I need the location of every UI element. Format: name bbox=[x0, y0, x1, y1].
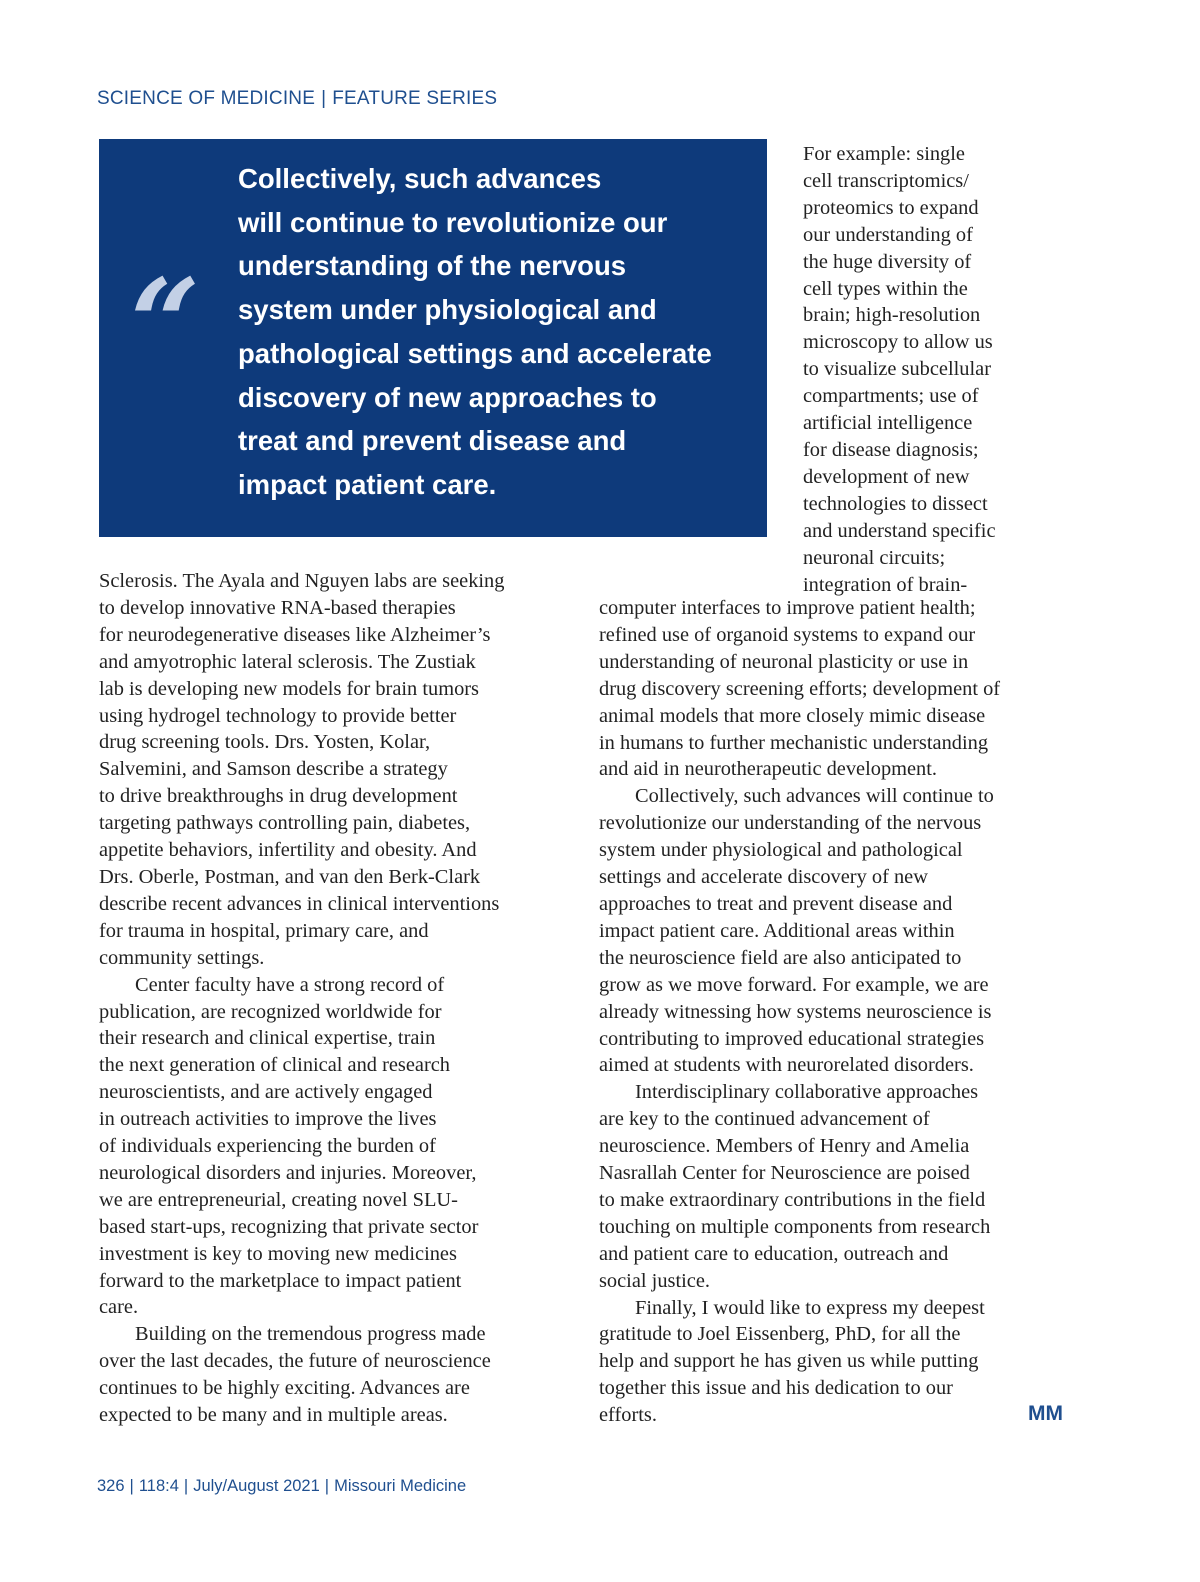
text-line: our understanding of bbox=[803, 223, 973, 246]
text-line: grow as we move forward. For example, we are bbox=[599, 973, 989, 996]
text-line: gratitude to Joel Eissenberg, PhD, for all the bbox=[599, 1323, 961, 1346]
text-line: settings and accelerate discovery of new bbox=[599, 866, 928, 889]
text-line: contributing to improved educational strategies bbox=[599, 1027, 985, 1050]
text-line: cell transcriptomics/ bbox=[803, 169, 969, 192]
text-line: Drs. Oberle, Postman, and van den Berk-Clark bbox=[99, 865, 481, 888]
pullquote-line: treat and prevent disease and bbox=[238, 425, 627, 457]
text-line: in outreach activities to improve the lives bbox=[99, 1108, 437, 1131]
text-line: to develop innovative RNA-based therapies bbox=[99, 596, 456, 619]
text-line: describe recent advances in clinical interventions bbox=[99, 892, 500, 915]
text-line: together this issue and his dedication to our bbox=[599, 1377, 953, 1400]
text-line: already witnessing how systems neuroscience is bbox=[599, 1000, 992, 1023]
text-line: drug discovery screening efforts; development of bbox=[599, 677, 1001, 700]
text-line: impact patient care. Additional areas within bbox=[599, 919, 955, 942]
text-line: development of new bbox=[803, 465, 970, 488]
quote-mark-icon: “ bbox=[130, 251, 201, 395]
footer-separator: | bbox=[183, 1477, 189, 1495]
text-line: touching on multiple components from research bbox=[599, 1215, 991, 1238]
section-header bbox=[97, 88, 497, 110]
text-line: For example: single bbox=[803, 143, 965, 165]
text-line: revolutionize our understanding of the nervous bbox=[599, 812, 982, 835]
text-line: technologies to dissect bbox=[803, 492, 988, 515]
page-footer bbox=[97, 1477, 466, 1496]
text-line: forward to the marketplace to impact patient bbox=[99, 1269, 462, 1292]
text-line: publication, are recognized worldwide for bbox=[99, 1000, 442, 1023]
text-line: to make extraordinary contributions in the field bbox=[599, 1188, 986, 1211]
end-mark: MM bbox=[1028, 1402, 1063, 1425]
text-line: the neuroscience field are also anticipated to bbox=[599, 946, 962, 969]
text-line: for disease diagnosis; bbox=[803, 438, 979, 461]
text-line: aimed at students with neurorelated disorders. bbox=[599, 1054, 974, 1077]
text-line: Sclerosis. The Ayala and Nguyen labs are seeking bbox=[99, 570, 505, 592]
text-line: compartments; use of bbox=[803, 385, 979, 408]
pullquote-line: discovery of new approaches to bbox=[238, 381, 657, 413]
text-line: community settings. bbox=[99, 946, 265, 969]
pullquote-line: Collectively, such advances bbox=[238, 163, 602, 194]
text-line: cell types within the bbox=[803, 277, 968, 300]
left-column bbox=[99, 568, 504, 1429]
text-line: Finally, I would like to express my deepest bbox=[635, 1296, 985, 1319]
text-line: drug screening tools. Drs. Yosten, Kolar, bbox=[99, 731, 431, 754]
text-line: and patient care to education, outreach and bbox=[599, 1242, 949, 1265]
text-line: continues to be highly exciting. Advances are bbox=[99, 1377, 470, 1400]
text-line: targeting pathways controlling pain, diabetes, bbox=[99, 812, 471, 835]
text-line: animal models that more closely mimic disease bbox=[599, 704, 986, 727]
header-separator: | bbox=[321, 88, 327, 109]
text-line: understanding of neuronal plasticity or use in bbox=[599, 650, 969, 673]
footer-separator: | bbox=[324, 1477, 330, 1495]
footer-separator: | bbox=[129, 1477, 134, 1495]
text-line: in humans to further mechanistic understanding bbox=[599, 731, 989, 754]
pullquote-line: pathological settings and accelerate bbox=[238, 337, 712, 369]
text-line: Nasrallah Center for Neuroscience are poised bbox=[599, 1162, 970, 1185]
text-line: the next generation of clinical and research bbox=[99, 1054, 451, 1077]
text-line: for trauma in hospital, primary care, and bbox=[99, 919, 429, 942]
text-line: the huge diversity of bbox=[803, 250, 972, 273]
text-line: appetite behaviors, infertility and obesity. And bbox=[99, 839, 477, 862]
text-line: expected to be many and in multiple areas. bbox=[99, 1404, 448, 1427]
text-line: system under physiological and pathological bbox=[599, 839, 963, 862]
volume-issue: 118:4 bbox=[138, 1477, 179, 1495]
text-line: we are entrepreneurial, creating novel SLU- bbox=[99, 1188, 458, 1211]
issue-date: July/August 2021 bbox=[193, 1477, 320, 1495]
text-line: to drive breakthroughs in drug development bbox=[99, 785, 458, 808]
series-label: FEATURE SERIES bbox=[332, 88, 498, 109]
text-line: Salvemini, and Samson describe a strategy bbox=[99, 758, 448, 781]
right-column bbox=[599, 595, 1000, 1429]
text-line: over the last decades, the future of neuroscience bbox=[99, 1350, 491, 1373]
text-line: efforts. bbox=[599, 1404, 657, 1427]
right-column-top bbox=[803, 141, 996, 598]
text-line: Building on the tremendous progress made bbox=[135, 1323, 486, 1346]
journal-name: Missouri Medicine bbox=[334, 1477, 467, 1495]
text-line: Collectively, such advances will continue to bbox=[635, 785, 994, 808]
text-line: social justice. bbox=[599, 1269, 710, 1292]
section-label: SCIENCE OF MEDICINE bbox=[97, 88, 316, 109]
text-line: and amyotrophic lateral sclerosis. The Zustiak bbox=[99, 650, 476, 673]
text-line: based start-ups, recognizing that private sector bbox=[99, 1215, 479, 1238]
text-line: refined use of organoid systems to expand our bbox=[599, 623, 976, 646]
text-line: computer interfaces to improve patient health; bbox=[599, 597, 976, 619]
page-number: 326 bbox=[97, 1477, 125, 1495]
text-line: their research and clinical expertise, train bbox=[99, 1027, 436, 1050]
pullquote-line: understanding of the nervous bbox=[238, 250, 627, 282]
text-line: are key to the continued advancement of bbox=[599, 1108, 930, 1131]
text-line: Interdisciplinary collaborative approaches bbox=[635, 1081, 979, 1104]
text-line: care. bbox=[99, 1296, 139, 1319]
text-line: integration of brain- bbox=[803, 573, 968, 596]
text-line: neuroscientists, and are actively engaged bbox=[99, 1081, 433, 1104]
pullquote-line: will continue to revolutionize our bbox=[238, 206, 668, 238]
pullquote-line: impact patient care. bbox=[238, 468, 497, 500]
text-line: neuroscience. Members of Henry and Amelia bbox=[599, 1135, 970, 1158]
text-line: of individuals experiencing the burden of bbox=[99, 1135, 436, 1158]
text-line: proteomics to expand bbox=[803, 196, 979, 219]
text-line: neuronal circuits; bbox=[803, 546, 946, 569]
pullquote-line: system under physiological and bbox=[238, 294, 657, 326]
pullquote-text bbox=[238, 157, 758, 507]
text-line: and aid in neurotherapeutic development. bbox=[599, 758, 938, 781]
text-line: microscopy to allow us bbox=[803, 331, 993, 354]
text-line: for neurodegenerative diseases like Alzheimer’s bbox=[99, 623, 491, 646]
text-line: help and support he has given us while putting bbox=[599, 1350, 979, 1373]
text-line: artificial intelligence bbox=[803, 412, 973, 435]
text-line: and understand specific bbox=[803, 519, 996, 542]
text-line: approaches to treat and prevent disease and bbox=[599, 892, 953, 915]
text-line: neurological disorders and injuries. Moreover, bbox=[99, 1161, 477, 1184]
text-line: using hydrogel technology to provide better bbox=[99, 704, 457, 727]
text-line: investment is key to moving new medicines bbox=[99, 1242, 457, 1265]
text-line: brain; high-resolution bbox=[803, 304, 981, 327]
text-line: to visualize subcellular bbox=[803, 358, 991, 381]
text-line: Center faculty have a strong record of bbox=[135, 973, 445, 996]
text-line: lab is developing new models for brain tumors bbox=[99, 677, 479, 700]
